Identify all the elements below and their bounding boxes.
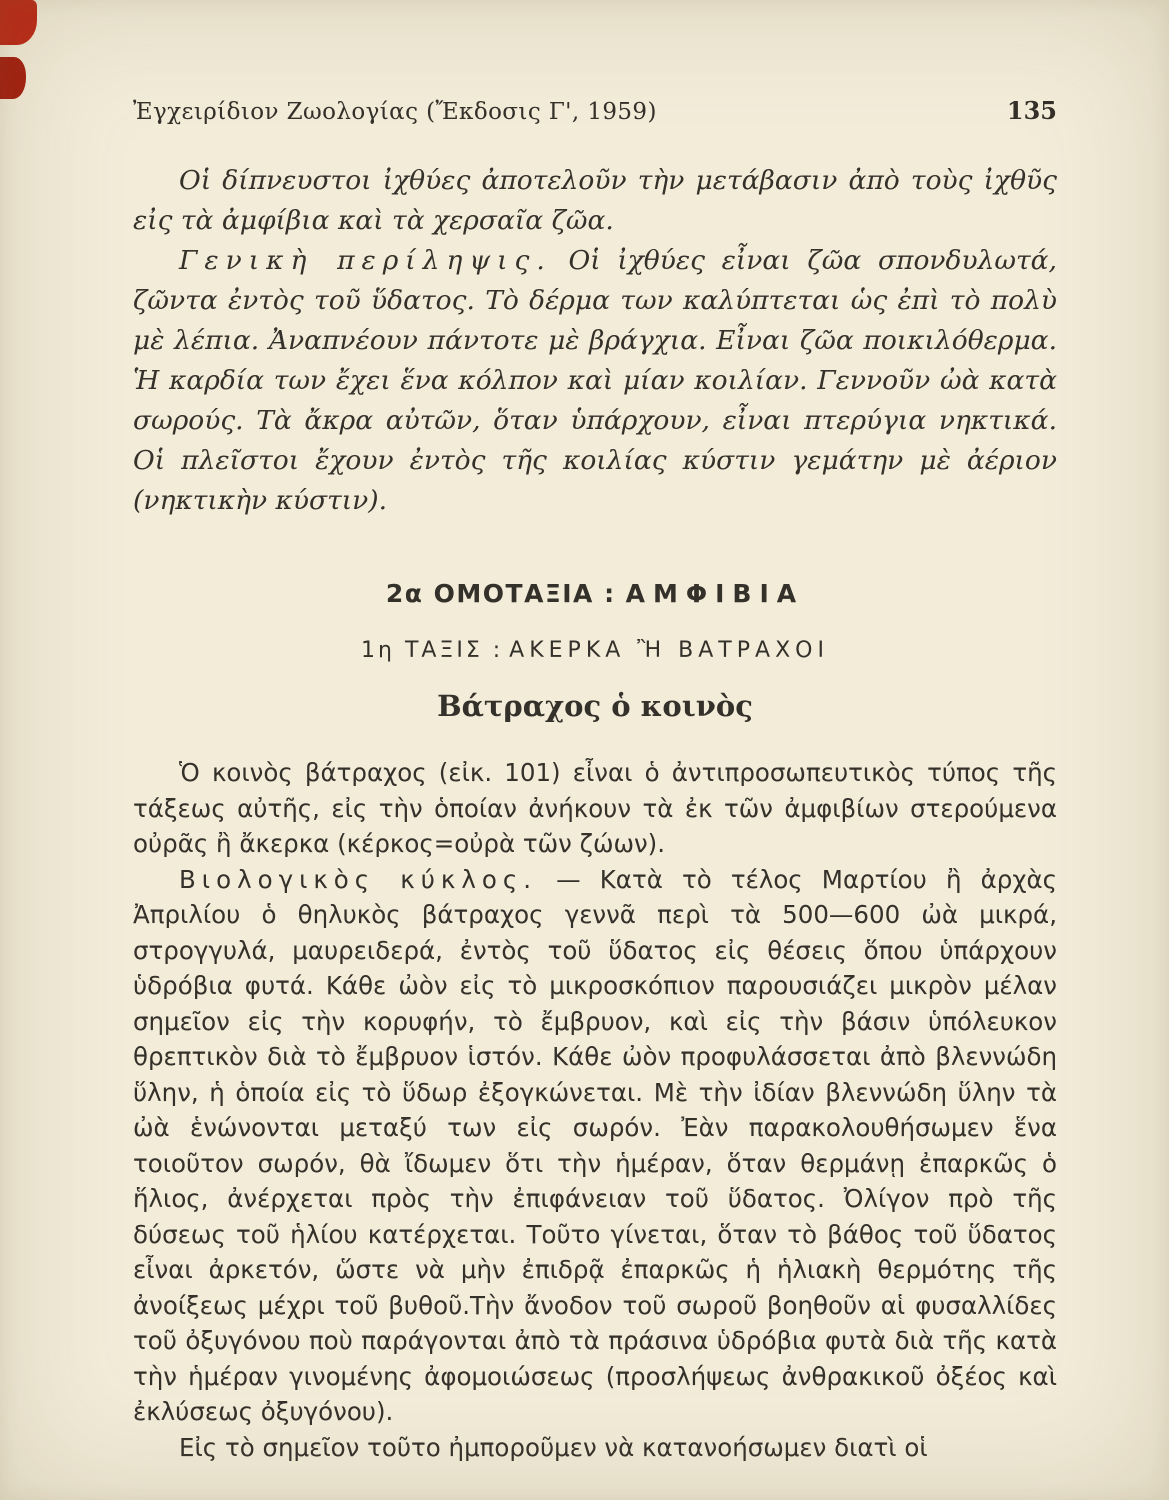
order-name: ΑΜΦΙΒΙΑ xyxy=(625,579,805,608)
book-title: Ἐγχειρίδιον Ζωολογίας (Ἔκδοσις Γ', 1959) xyxy=(133,99,657,125)
order-heading xyxy=(133,579,1057,608)
summary-text: Οἱ ἰχθύες εἶναι ζῶα σπονδυλωτά, ζῶντα ἐντὸς τοῦ ὕδατος. Τὸ δέρμα των καλύπτεται ὡς ἐπὶ τὸ πολὺ μὲ λέπια. Ἀναπνέουν πάντοτε μὲ βράγχια. Εἶναι ζῶα ποικιλόθερμα. Ἡ καρδία των ἔχει ἕνα κόλπον καὶ μίαν κοιλίαν. Γεννοῦν ὠὰ κατὰ σωρούς. Τὰ ἄκρα αὐτῶν, ὅταν ὑπάρχουν, εἶναι πτερύγια νηκτικά. Οἱ πλεῖστοι ἔχουν ἐντὸς τῆς κοιλίας κύστιν γεμάτην μὲ ἀέριον (νηκτικὴν κύστιν). xyxy=(133,245,1057,516)
species-heading: Βάτραχος ὁ κοινὸς xyxy=(437,689,753,723)
running-header xyxy=(133,96,1057,125)
taxis-heading xyxy=(133,638,1057,663)
taxis-prefix: 1η ΤΑΞΙΣ : xyxy=(361,638,504,663)
body-text xyxy=(133,755,1057,1465)
body-paragraph-2 xyxy=(133,862,1057,1430)
body-paragraph-1: Ὁ κοινὸς βάτραχος (εἰκ. 101) εἶναι ὁ ἀντιπροσωπευτικὸς τύπος τῆς τάξεως αὐτῆς, εἰς τὴν ὁποίαν ἀνήκουν τὰ ἐκ τῶν ἀμφιβίων στερούμενα οὐρᾶς ἢ ἄκερκα (κέρκος=οὐρὰ τῶν ζώων). xyxy=(133,758,1057,858)
biological-cycle-lead: Βιολογικὸς κύκλος. xyxy=(179,864,537,894)
body-paragraph-3: Εἰς τὸ σημεῖον τοῦτο ἠμποροῦμεν νὰ κατανοήσωμεν διατὶ οἱ xyxy=(179,1432,928,1462)
biological-cycle-text: — Κατὰ τὸ τέλος Μαρτίου ἢ ἀρχὰς Ἀπριλίου ὁ θηλυκὸς βάτραχος γεννᾶ περὶ τὰ 500—600 ὠὰ μικρά, στρογγυλά, μαυρειδερά, ἐντὸς τοῦ ὕδατος εἰς θέσεις ὅπου ὑπάρχουν ὑδρόβια φυτά. Κάθε ὠὸν εἰς τὸ μικροσκόπιον παρουσιάζει μικρὸν μέλαν σημεῖον εἰς τὴν κορυφήν, τὸ ἔμβρυον, καὶ εἰς τὴν βάσιν ὑπόλευκον θρεπτικὸν διὰ τὸ ἔμβρυον ἱστόν. Κάθε ὠὸν προφυλάσσεται ἀπὸ βλεννώδη ὕλην, ἡ ὁποία εἰς τὸ ὕδωρ ἐξογκώνεται. Μὲ τὴν ἰδίαν βλεννώδη ὕλην τὰ ὠὰ ἑνώνονται μεταξύ των εἰς σωρόν. Ἐὰν παρακολουθήσωμεν ἕνα τοιοῦτον σωρόν, θὰ ἴδωμεν ὅτι τὴν ἡμέραν, ὅταν θερμάνῃ ἐπαρκῶς ὁ ἥλιος, ἀνέρχεται πρὸς τὴν ἐπιφάνειαν τοῦ ὕδατος. Ὀλίγον πρὸ τῆς δύσεως τοῦ ἡλίου κατέρχεται. Τοῦτο γίνεται, ὅταν τὸ βάθος τοῦ ὕδατος εἶναι ἀρκετόν, ὥστε νὰ μὴν ἐπιδρᾷ ἐπαρκῶς ἡ ἡλιακὴ θερμότης τῆς ἀνοίξεως μέχρι τοῦ βυθοῦ.Τὴν ἄνοδον τοῦ σωροῦ βοηθοῦν αἱ φυσαλλίδες τοῦ ὀξυγόνου ποὺ παράγονται ἀπὸ τὰ πράσινα ὑδρόβια φυτὰ διὰ τῆς κατὰ τὴν ἡμέραν γινομένης ἀφομοιώσεως (προσλήψεως ἀνθρακικοῦ ὀξέος καὶ ἐκλύσεως ὀξυγόνου). xyxy=(133,864,1057,1426)
page-number: 135 xyxy=(1006,96,1057,125)
page-content xyxy=(133,161,1057,1465)
summary-paragraph-2 xyxy=(133,241,1057,521)
red-ink-mark-top xyxy=(0,0,37,45)
summary-lead: Γενικὴ περίληψις. xyxy=(179,245,552,276)
taxis-name: ΑΚΕΡΚΑ Ἢ ΒΑΤΡΑΧΟΙ xyxy=(509,638,829,663)
red-ink-mark-lower xyxy=(0,57,26,99)
order-prefix: 2α ΟΜΟΤΑΞΙΑ : xyxy=(385,579,616,608)
summary-paragraph-1: Οἱ δίπνευστοι ἰχθύες ἀποτελοῦν τὴν μετάβασιν ἀπὸ τοὺς ἰχθῦς εἰς τὰ ἀμφίβια καὶ τὰ χερσαῖα ζῶα. xyxy=(133,165,1057,236)
